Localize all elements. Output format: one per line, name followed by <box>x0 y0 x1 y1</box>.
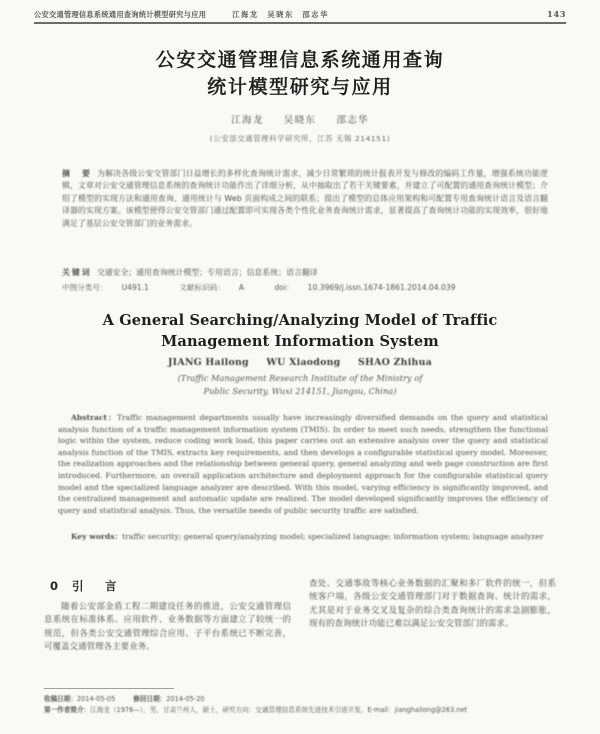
chinese-title-line-2: 统计模型研究与应用 <box>207 76 393 98</box>
english-title-line-1: A General Searching/Analyzing Model of Traffic <box>102 312 498 329</box>
body-column-left <box>44 578 291 686</box>
clc-group <box>62 283 163 292</box>
received-date-value: 2014-05-05 <box>76 695 116 703</box>
english-title <box>0 310 600 352</box>
chinese-keywords <box>62 267 548 279</box>
chinese-author-2: 吴晓东 <box>283 115 317 126</box>
section-heading <box>50 578 291 594</box>
clc-label: 中图分类号： <box>62 283 108 292</box>
author-bio-label: 第一作者简介： <box>44 706 91 714</box>
chinese-author-1: 江海龙 <box>231 115 264 126</box>
chinese-authors <box>0 112 600 126</box>
revised-date-value: 2014-05-20 <box>166 695 205 703</box>
running-head <box>0 6 600 20</box>
english-abstract <box>58 412 548 516</box>
english-keywords-text: traffic security; general query/analyzing model; specialized language; information system; language analyzer <box>122 532 544 541</box>
chinese-abstract-text: 为解决各级公安交管部门日益增长的多样化查询统计需求、减少日常繁琐的统计报表开发与修改的编码工作量，增强系统功能逻辑，文章对公安交通管理信息系统的查询统计功能作出了详细分析，从中抽取出了若干关键要素，并建立了可配置的通用查询统计模型；介绍了模型的实现方法和通用查询、通用统计与 Web 页面构成之间的联系；提出了模型的总体应用架构和可配置专用查询统计语言及语言翻译器的实现方案。该模型使得公安交管部门通过配置即可实现各类个性化业务查询统计需求，显著提高了查询统计功能的实现效率，很好地满足了基层公安交管部门的业务需求。 <box>62 169 548 228</box>
english-author-1: JIANG Hailong <box>168 357 249 368</box>
author-bio-text: 江海龙（1976—），男，甘肃兰州人，硕士，研究方向：交通管理信息系统先进技术引进开发。E-mail：jianghailong@263.net <box>90 706 468 714</box>
doc-code-value: A <box>238 283 245 292</box>
chinese-affiliation: (公安部交通管理科学研究所，江苏 无锡 214151) <box>209 134 391 143</box>
doi-value: 10.3969/j.issn.1674-1861.2014.04.039 <box>307 283 456 292</box>
received-date-label: 收稿日期： <box>44 695 77 703</box>
chinese-keywords-label: 关键词 <box>62 268 92 277</box>
chinese-abstract-label: 摘 要 <box>62 169 93 178</box>
english-keywords <box>58 531 548 543</box>
body-paragraph-left: 随着公安部金盾工程二期建设任务的推进，公安交通管理信息系统在标准体系、应用软件、业务数据等方面建立了较统一的规范，但各类公安交通管理综合应用、子平台系统已不断完善，可覆盖交通管理各主要业务。 <box>44 602 291 653</box>
footnote-dates <box>44 694 556 705</box>
running-head-authors: 江海龙 吴晓东 邵志华 <box>232 10 329 19</box>
english-abstract-text: Traffic management departments usually have increasingly diversified demands on the query and statistical analysis function of a traffic management information system (TMIS). In order to meet such needs, strengthen the functional logic within the system, reduce coding work load, this paper carries out an extensive analysis over the query and statistical analysis function of the TMIS, extracts key requirements, and then develops a configurable statistical query model. Moreover, the realization approaches and the relationship between general query, general analyzing and web page construction are first introduced. Furthermore, an overall application architecture and deployment approach for the configurable statistical query model and the specialized language analyzer are described. With this model, varying efficiency is significantly improved, and the centralized management and automatic update are realized. The model developed significantly improves the efficiency of query and statistical analysis. Thus, the versatile needs of public security traffic are satisfied. <box>58 413 548 515</box>
body-column-right <box>309 578 556 686</box>
doi-label: doi： <box>274 283 294 292</box>
chinese-title <box>0 47 600 101</box>
page-number: 143 <box>547 9 566 19</box>
footnote-bio <box>44 705 556 716</box>
english-authors <box>0 357 600 368</box>
body-columns <box>44 578 556 686</box>
english-keywords-label: Key words： <box>71 532 123 541</box>
classification-line <box>62 282 548 294</box>
revised-date-label: 修回日期： <box>133 695 167 703</box>
clc-value: U491.1 <box>121 283 149 292</box>
english-affiliation-line-2: Public Security, Wuxi 214151, Jiangsu, China) <box>203 385 397 396</box>
english-affiliation <box>0 372 600 397</box>
english-affiliation-line-1: (Traffic Management Research Institute of the Ministry of <box>177 373 423 383</box>
header-rule <box>34 22 566 24</box>
section-number: 0 <box>50 579 64 593</box>
doc-code-group <box>179 283 258 292</box>
chinese-title-line-1: 公安交通管理信息系统通用查询 <box>155 49 445 71</box>
english-title-line-2: Management Information System <box>161 333 439 350</box>
english-author-2: WU Xiaodong <box>266 357 341 368</box>
english-author-3: SHAO Zhihua <box>357 357 432 368</box>
body-paragraph-right: 查处、交通事故等核心业务数据的汇聚和多厂软件的统一，但系统客户端，各级公安交通管理部门对于数据查询、统计的需求，尤其是对于业务交叉及复杂的综合类查询统计的需求急剧膨胀，现有的查询统计功能已难以满足公安交管部门的需求。 <box>309 579 556 630</box>
footnote-rule <box>44 688 174 689</box>
running-head-title: 公安交通管理信息系统通用查询统计模型研究与应用 <box>34 9 207 20</box>
chinese-abstract <box>62 168 548 230</box>
doi-group <box>274 283 469 292</box>
section-title: 引 言 <box>72 579 122 593</box>
footnote-block <box>44 694 556 716</box>
doc-code-label: 文献标识码： <box>179 283 225 292</box>
chinese-keywords-text: 交通安全；通用查询统计模型；专用语言；信息系统；语言翻译 <box>96 268 318 277</box>
chinese-author-3: 邵志华 <box>336 115 369 126</box>
english-abstract-label: Abstract： <box>71 413 117 422</box>
